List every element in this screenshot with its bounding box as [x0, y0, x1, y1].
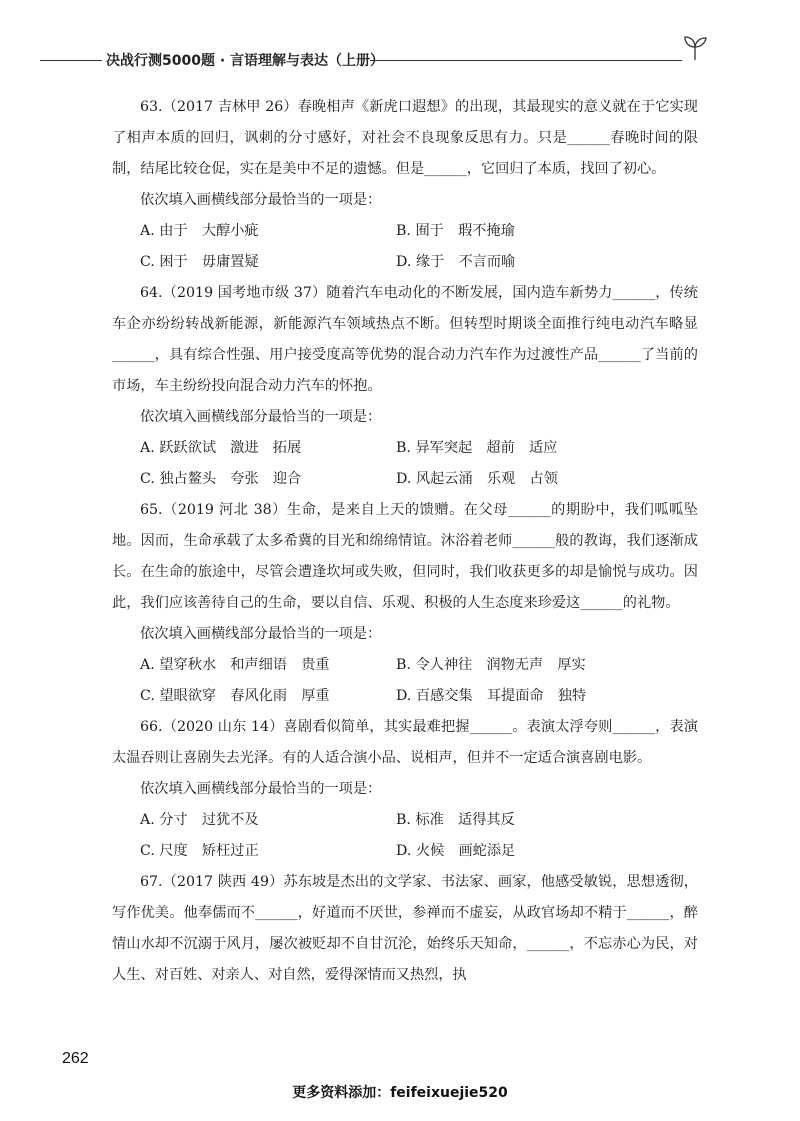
question-stem: [112, 867, 698, 991]
question-text: 苏东坡是杰出的文学家、书法家、画家，他感受敏锐，思想透彻，写作优美。他奉儒而不______，好道而不厌世，参禅而不虚妄，从政官场却不精于______，醉情山水却不沉溺于风月，屡次被贬却不自甘沉沦，始终乐天知命，______，不忘赤心为民，对人生、对百姓、对亲人、对自然，爱得深情而又热烈，执: [112, 874, 698, 983]
option-c: C. 尺度 矫枉过正: [140, 843, 259, 859]
option-b: B. 令人神往 润物无声 厚实: [396, 657, 586, 673]
option-list: [112, 433, 698, 495]
page-number: 262: [62, 1050, 89, 1067]
footer-note: 更多资料添加：feifeixuejie520: [292, 1085, 508, 1101]
question-64: [112, 278, 698, 495]
option-list: [112, 650, 698, 712]
question-stem: [112, 495, 698, 619]
question-number: 66.（2020 山东 14）: [140, 719, 284, 735]
option-d: D. 风起云涌 乐观 占领: [396, 471, 558, 487]
question-instruction: 依次填入画横线部分最恰当的一项是：: [140, 781, 382, 797]
header-rule-left: [40, 60, 102, 61]
option-list: [112, 805, 698, 867]
question-stem: [112, 92, 698, 185]
option-b: B. 标准 适得其反: [396, 812, 515, 828]
option-d: D. 百感交集 耳提面命 独特: [396, 688, 587, 704]
question-instruction: 依次填入画横线部分最恰当的一项是：: [140, 192, 382, 208]
question-instruction: 依次填入画横线部分最恰当的一项是：: [140, 626, 382, 642]
header-rule-right: [370, 60, 682, 61]
option-d: D. 火候 画蛇添足: [396, 843, 516, 859]
question-list: [112, 92, 698, 991]
question-number: 65.（2019 河北 38）: [140, 502, 287, 518]
option-c: C. 望眼欲穿 春风化雨 厚重: [140, 688, 330, 704]
question-number: 63.（2017 吉林甲 26）: [140, 99, 298, 115]
option-list: [112, 216, 698, 278]
book-title: 决战行测5000题 · 言语理解与表达（上册）: [106, 53, 385, 69]
question-number: 64.（2019 国考地市级 37）: [140, 285, 327, 301]
option-a: A. 望穿秋水 和声细语 贵重: [140, 657, 330, 673]
question-instruction: 依次填入画横线部分最恰当的一项是：: [140, 409, 382, 425]
option-b: B. 囿于 瑕不掩瑜: [396, 223, 515, 239]
question-66: [112, 712, 698, 867]
option-c: C. 独占鳌头 夸张 迎合: [140, 471, 302, 487]
question-number: 67.（2017 陕西 49）: [140, 874, 284, 890]
option-c: C. 困于 毋庸置疑: [140, 254, 259, 270]
question-text: 生命，是来自上天的馈赠。在父母______的期盼中，我们呱呱坠地。因而，生命承载了太多希冀的目光和绵绵情谊。沐浴着老师______般的教诲，我们逐渐成长。在生命的旅途中，尽管会遭逢坎坷或失败，但同时，我们收获更多的却是愉悦与成功。因此，我们应该善待自己的生命，要以自信、乐观、积极的人生态度来珍爱这______的礼物。: [112, 502, 698, 611]
sprout-icon: [680, 32, 710, 62]
option-d: D. 缘于 不言而喻: [396, 254, 516, 270]
option-a: A. 分寸 过犹不及: [140, 812, 259, 828]
option-b: B. 异军突起 超前 适应: [396, 440, 558, 456]
question-65: [112, 495, 698, 712]
question-63: [112, 92, 698, 278]
question-text: 春晚相声《新虎口遐想》的出现，其最现实的意义就在于它实现了相声本质的回归，讽刺的分寸感好，对社会不良现象反思有力。只是______春晚时间的限制，结尾比较仓促，实在是美中不足的遗憾。但是______，它回归了本质，找回了初心。: [112, 99, 698, 177]
question-67: [112, 867, 698, 991]
question-text: 喜剧看似简单，其实最难把握______。表演太浮夸则______，表演太温吞则让喜剧失去光泽。有的人适合演小品、说相声，但并不一定适合演喜剧电影。: [112, 719, 698, 766]
question-stem: [112, 712, 698, 774]
option-a: A. 跃跃欲试 激进 拓展: [140, 440, 302, 456]
question-stem: [112, 278, 698, 402]
option-a: A. 由于 大醇小疵: [140, 223, 259, 239]
question-text: 随着汽车电动化的不断发展，国内造车新势力______，传统车企亦纷纷转战新能源，新能源汽车领域热点不断。但转型时期谈全面推行纯电动汽车略显______，具有综合性强、用户接受度高等优势的混合动力汽车作为过渡性产品______了当前的市场，车主纷纷投向混合动力汽车的怀抱。: [112, 285, 698, 394]
